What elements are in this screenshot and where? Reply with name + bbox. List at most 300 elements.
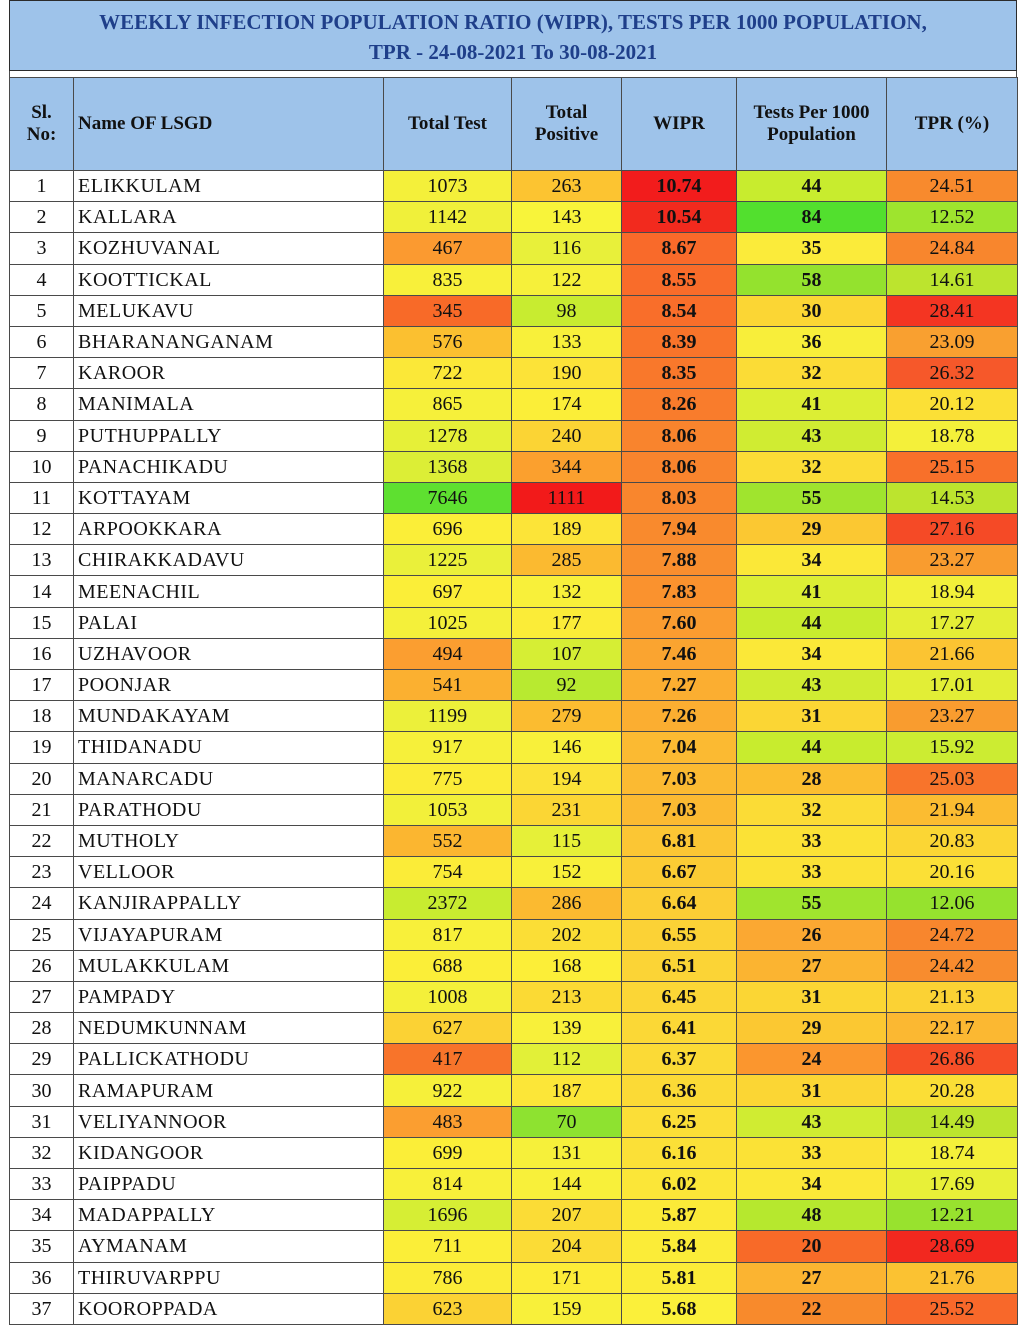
cell-total-test: 1053 bbox=[384, 794, 512, 825]
cell-name: VELLOOR bbox=[74, 857, 384, 888]
cell-sl: 25 bbox=[10, 919, 74, 950]
cell-total-test: 483 bbox=[384, 1106, 512, 1137]
cell-name: KAROOR bbox=[74, 358, 384, 389]
cell-total-test: 688 bbox=[384, 950, 512, 981]
cell-tests-per-1000: 41 bbox=[737, 576, 887, 607]
cell-tests-per-1000: 33 bbox=[737, 857, 887, 888]
cell-wipr: 6.02 bbox=[622, 1169, 737, 1200]
report-container bbox=[9, 0, 1017, 1325]
cell-sl: 17 bbox=[10, 670, 74, 701]
cell-tpr: 24.84 bbox=[887, 233, 1018, 264]
cell-total-positive: 240 bbox=[512, 420, 622, 451]
table-row bbox=[10, 1013, 1018, 1044]
cell-tests-per-1000: 36 bbox=[737, 326, 887, 357]
cell-tpr: 18.94 bbox=[887, 576, 1018, 607]
cell-tests-per-1000: 31 bbox=[737, 981, 887, 1012]
table-header-row bbox=[10, 78, 1018, 171]
cell-tpr: 18.74 bbox=[887, 1137, 1018, 1168]
cell-total-positive: 116 bbox=[512, 233, 622, 264]
cell-sl: 15 bbox=[10, 607, 74, 638]
cell-total-positive: 132 bbox=[512, 576, 622, 607]
cell-tpr: 20.16 bbox=[887, 857, 1018, 888]
cell-name: MELUKAVU bbox=[74, 295, 384, 326]
cell-total-positive: 168 bbox=[512, 950, 622, 981]
cell-sl: 29 bbox=[10, 1044, 74, 1075]
cell-tests-per-1000: 34 bbox=[737, 545, 887, 576]
cell-total-test: 922 bbox=[384, 1075, 512, 1106]
cell-name: MULAKKULAM bbox=[74, 950, 384, 981]
cell-total-test: 1008 bbox=[384, 981, 512, 1012]
table-row bbox=[10, 1293, 1018, 1324]
table-row bbox=[10, 326, 1018, 357]
table-body bbox=[10, 171, 1018, 1325]
cell-tests-per-1000: 27 bbox=[737, 950, 887, 981]
cell-total-test: 917 bbox=[384, 732, 512, 763]
cell-sl: 28 bbox=[10, 1013, 74, 1044]
cell-total-test: 467 bbox=[384, 233, 512, 264]
cell-tests-per-1000: 24 bbox=[737, 1044, 887, 1075]
cell-sl: 35 bbox=[10, 1231, 74, 1262]
cell-wipr: 5.81 bbox=[622, 1262, 737, 1293]
cell-tests-per-1000: 34 bbox=[737, 638, 887, 669]
cell-wipr: 8.39 bbox=[622, 326, 737, 357]
cell-total-positive: 202 bbox=[512, 919, 622, 950]
cell-wipr: 6.51 bbox=[622, 950, 737, 981]
cell-sl: 18 bbox=[10, 701, 74, 732]
cell-name: THIDANADU bbox=[74, 732, 384, 763]
report-title-line2: TPR - 24-08-2021 To 30-08-2021 bbox=[368, 40, 658, 64]
table-row bbox=[10, 670, 1018, 701]
table-row bbox=[10, 420, 1018, 451]
cell-wipr: 8.67 bbox=[622, 233, 737, 264]
cell-total-test: 711 bbox=[384, 1231, 512, 1262]
cell-tests-per-1000: 27 bbox=[737, 1262, 887, 1293]
cell-tests-per-1000: 22 bbox=[737, 1293, 887, 1324]
table-row bbox=[10, 295, 1018, 326]
cell-total-positive: 279 bbox=[512, 701, 622, 732]
cell-total-test: 722 bbox=[384, 358, 512, 389]
table-row bbox=[10, 981, 1018, 1012]
table-row bbox=[10, 358, 1018, 389]
cell-total-positive: 107 bbox=[512, 638, 622, 669]
cell-total-test: 817 bbox=[384, 919, 512, 950]
cell-total-test: 1142 bbox=[384, 202, 512, 233]
cell-total-positive: 207 bbox=[512, 1200, 622, 1231]
cell-wipr: 5.84 bbox=[622, 1231, 737, 1262]
table-row bbox=[10, 763, 1018, 794]
cell-total-positive: 231 bbox=[512, 794, 622, 825]
cell-total-positive: 152 bbox=[512, 857, 622, 888]
cell-name: UZHAVOOR bbox=[74, 638, 384, 669]
table-row bbox=[10, 638, 1018, 669]
cell-name: KOOTTICKAL bbox=[74, 264, 384, 295]
cell-sl: 1 bbox=[10, 171, 74, 202]
cell-tpr: 28.69 bbox=[887, 1231, 1018, 1262]
cell-name: CHIRAKKADAVU bbox=[74, 545, 384, 576]
cell-wipr: 8.03 bbox=[622, 482, 737, 513]
cell-total-test: 754 bbox=[384, 857, 512, 888]
table-row bbox=[10, 451, 1018, 482]
cell-tests-per-1000: 44 bbox=[737, 607, 887, 638]
cell-total-positive: 112 bbox=[512, 1044, 622, 1075]
cell-sl: 16 bbox=[10, 638, 74, 669]
cell-tests-per-1000: 32 bbox=[737, 451, 887, 482]
cell-wipr: 7.46 bbox=[622, 638, 737, 669]
cell-wipr: 8.35 bbox=[622, 358, 737, 389]
table-row bbox=[10, 389, 1018, 420]
cell-wipr: 8.06 bbox=[622, 451, 737, 482]
cell-total-test: 1073 bbox=[384, 171, 512, 202]
cell-tests-per-1000: 34 bbox=[737, 1169, 887, 1200]
cell-tpr: 12.52 bbox=[887, 202, 1018, 233]
cell-sl: 14 bbox=[10, 576, 74, 607]
cell-tests-per-1000: 32 bbox=[737, 358, 887, 389]
cell-tpr: 20.12 bbox=[887, 389, 1018, 420]
cell-tpr: 12.06 bbox=[887, 888, 1018, 919]
cell-sl: 2 bbox=[10, 202, 74, 233]
cell-name: MADAPPALLY bbox=[74, 1200, 384, 1231]
cell-tpr: 14.61 bbox=[887, 264, 1018, 295]
cell-wipr: 7.88 bbox=[622, 545, 737, 576]
cell-sl: 34 bbox=[10, 1200, 74, 1231]
cell-name: PANACHIKADU bbox=[74, 451, 384, 482]
col-header-tests-per-1000: Tests Per 1000 Population bbox=[737, 78, 887, 171]
table-row bbox=[10, 919, 1018, 950]
table-row bbox=[10, 233, 1018, 264]
cell-tpr: 26.32 bbox=[887, 358, 1018, 389]
cell-total-test: 345 bbox=[384, 295, 512, 326]
cell-sl: 13 bbox=[10, 545, 74, 576]
cell-total-positive: 285 bbox=[512, 545, 622, 576]
cell-wipr: 6.67 bbox=[622, 857, 737, 888]
cell-sl: 10 bbox=[10, 451, 74, 482]
cell-sl: 31 bbox=[10, 1106, 74, 1137]
table-row bbox=[10, 825, 1018, 856]
cell-name: PAMPADY bbox=[74, 981, 384, 1012]
cell-total-test: 7646 bbox=[384, 482, 512, 513]
cell-wipr: 6.16 bbox=[622, 1137, 737, 1168]
cell-total-positive: 263 bbox=[512, 171, 622, 202]
table-row bbox=[10, 701, 1018, 732]
cell-total-positive: 98 bbox=[512, 295, 622, 326]
cell-name: KANJIRAPPALLY bbox=[74, 888, 384, 919]
cell-name: ARPOOKKARA bbox=[74, 514, 384, 545]
cell-wipr: 5.68 bbox=[622, 1293, 737, 1324]
cell-total-test: 623 bbox=[384, 1293, 512, 1324]
cell-name: NEDUMKUNNAM bbox=[74, 1013, 384, 1044]
cell-name: THIRUVARPPU bbox=[74, 1262, 384, 1293]
cell-tests-per-1000: 29 bbox=[737, 1013, 887, 1044]
cell-tpr: 25.52 bbox=[887, 1293, 1018, 1324]
table-row bbox=[10, 794, 1018, 825]
cell-total-positive: 204 bbox=[512, 1231, 622, 1262]
cell-sl: 30 bbox=[10, 1075, 74, 1106]
cell-name: PALAI bbox=[74, 607, 384, 638]
cell-total-test: 696 bbox=[384, 514, 512, 545]
cell-wipr: 8.54 bbox=[622, 295, 737, 326]
cell-name: KIDANGOOR bbox=[74, 1137, 384, 1168]
cell-tests-per-1000: 55 bbox=[737, 482, 887, 513]
cell-tpr: 20.83 bbox=[887, 825, 1018, 856]
cell-wipr: 7.27 bbox=[622, 670, 737, 701]
cell-tests-per-1000: 43 bbox=[737, 670, 887, 701]
cell-wipr: 7.03 bbox=[622, 763, 737, 794]
cell-tests-per-1000: 29 bbox=[737, 514, 887, 545]
cell-tpr: 23.09 bbox=[887, 326, 1018, 357]
col-header-wipr: WIPR bbox=[622, 78, 737, 171]
cell-name: PARATHODU bbox=[74, 794, 384, 825]
table-row bbox=[10, 1075, 1018, 1106]
cell-total-positive: 344 bbox=[512, 451, 622, 482]
cell-name: KOOROPPADA bbox=[74, 1293, 384, 1324]
cell-tpr: 21.94 bbox=[887, 794, 1018, 825]
cell-name: KOZHUVANAL bbox=[74, 233, 384, 264]
cell-name: KOTTAYAM bbox=[74, 482, 384, 513]
cell-tests-per-1000: 43 bbox=[737, 420, 887, 451]
cell-total-test: 697 bbox=[384, 576, 512, 607]
cell-name: VELIYANNOOR bbox=[74, 1106, 384, 1137]
cell-total-positive: 133 bbox=[512, 326, 622, 357]
cell-total-test: 814 bbox=[384, 1169, 512, 1200]
cell-tpr: 20.28 bbox=[887, 1075, 1018, 1106]
cell-tests-per-1000: 31 bbox=[737, 701, 887, 732]
cell-tpr: 27.16 bbox=[887, 514, 1018, 545]
cell-total-positive: 213 bbox=[512, 981, 622, 1012]
cell-tpr: 23.27 bbox=[887, 545, 1018, 576]
cell-name: VIJAYAPURAM bbox=[74, 919, 384, 950]
cell-sl: 7 bbox=[10, 358, 74, 389]
cell-total-test: 2372 bbox=[384, 888, 512, 919]
cell-tpr: 26.86 bbox=[887, 1044, 1018, 1075]
cell-total-positive: 144 bbox=[512, 1169, 622, 1200]
cell-tests-per-1000: 41 bbox=[737, 389, 887, 420]
table-row bbox=[10, 950, 1018, 981]
cell-tests-per-1000: 20 bbox=[737, 1231, 887, 1262]
cell-wipr: 10.54 bbox=[622, 202, 737, 233]
cell-tpr: 23.27 bbox=[887, 701, 1018, 732]
cell-total-test: 1199 bbox=[384, 701, 512, 732]
cell-tpr: 21.66 bbox=[887, 638, 1018, 669]
cell-total-positive: 177 bbox=[512, 607, 622, 638]
table-row bbox=[10, 732, 1018, 763]
cell-wipr: 6.81 bbox=[622, 825, 737, 856]
cell-total-positive: 286 bbox=[512, 888, 622, 919]
table-row bbox=[10, 264, 1018, 295]
cell-wipr: 6.55 bbox=[622, 919, 737, 950]
cell-wipr: 5.87 bbox=[622, 1200, 737, 1231]
cell-tpr: 14.53 bbox=[887, 482, 1018, 513]
cell-tpr: 21.13 bbox=[887, 981, 1018, 1012]
cell-sl: 24 bbox=[10, 888, 74, 919]
table-row bbox=[10, 545, 1018, 576]
cell-wipr: 10.74 bbox=[622, 171, 737, 202]
cell-total-test: 552 bbox=[384, 825, 512, 856]
cell-tpr: 12.21 bbox=[887, 1200, 1018, 1231]
cell-sl: 22 bbox=[10, 825, 74, 856]
cell-sl: 11 bbox=[10, 482, 74, 513]
cell-tests-per-1000: 84 bbox=[737, 202, 887, 233]
cell-tests-per-1000: 30 bbox=[737, 295, 887, 326]
cell-sl: 5 bbox=[10, 295, 74, 326]
cell-tests-per-1000: 28 bbox=[737, 763, 887, 794]
cell-wipr: 7.04 bbox=[622, 732, 737, 763]
cell-wipr: 7.60 bbox=[622, 607, 737, 638]
cell-wipr: 8.55 bbox=[622, 264, 737, 295]
table-row bbox=[10, 482, 1018, 513]
cell-tpr: 18.78 bbox=[887, 420, 1018, 451]
cell-sl: 26 bbox=[10, 950, 74, 981]
table-row bbox=[10, 1044, 1018, 1075]
cell-name: ELIKKULAM bbox=[74, 171, 384, 202]
cell-total-test: 576 bbox=[384, 326, 512, 357]
table-row bbox=[10, 1262, 1018, 1293]
cell-name: PAIPPADU bbox=[74, 1169, 384, 1200]
cell-sl: 9 bbox=[10, 420, 74, 451]
cell-total-positive: 131 bbox=[512, 1137, 622, 1168]
cell-wipr: 7.83 bbox=[622, 576, 737, 607]
cell-total-positive: 189 bbox=[512, 514, 622, 545]
cell-tests-per-1000: 55 bbox=[737, 888, 887, 919]
col-header-name: Name OF LSGD bbox=[74, 78, 384, 171]
cell-total-test: 541 bbox=[384, 670, 512, 701]
cell-tpr: 22.17 bbox=[887, 1013, 1018, 1044]
cell-total-positive: 171 bbox=[512, 1262, 622, 1293]
cell-name: PUTHUPPALLY bbox=[74, 420, 384, 451]
cell-name: AYMANAM bbox=[74, 1231, 384, 1262]
cell-name: BHARANANGANAM bbox=[74, 326, 384, 357]
cell-sl: 21 bbox=[10, 794, 74, 825]
cell-tpr: 24.51 bbox=[887, 171, 1018, 202]
cell-sl: 6 bbox=[10, 326, 74, 357]
table-row bbox=[10, 1169, 1018, 1200]
cell-sl: 32 bbox=[10, 1137, 74, 1168]
cell-name: MANIMALA bbox=[74, 389, 384, 420]
cell-total-positive: 146 bbox=[512, 732, 622, 763]
cell-sl: 12 bbox=[10, 514, 74, 545]
cell-sl: 27 bbox=[10, 981, 74, 1012]
cell-total-positive: 190 bbox=[512, 358, 622, 389]
table-row bbox=[10, 607, 1018, 638]
cell-tests-per-1000: 33 bbox=[737, 1137, 887, 1168]
cell-name: RAMAPURAM bbox=[74, 1075, 384, 1106]
cell-total-test: 1368 bbox=[384, 451, 512, 482]
cell-tpr: 14.49 bbox=[887, 1106, 1018, 1137]
cell-wipr: 8.26 bbox=[622, 389, 737, 420]
cell-tests-per-1000: 44 bbox=[737, 732, 887, 763]
cell-sl: 8 bbox=[10, 389, 74, 420]
cell-total-test: 775 bbox=[384, 763, 512, 794]
cell-tpr: 28.41 bbox=[887, 295, 1018, 326]
cell-sl: 37 bbox=[10, 1293, 74, 1324]
cell-total-test: 1278 bbox=[384, 420, 512, 451]
table-row bbox=[10, 202, 1018, 233]
cell-wipr: 6.37 bbox=[622, 1044, 737, 1075]
cell-total-test: 417 bbox=[384, 1044, 512, 1075]
cell-total-positive: 122 bbox=[512, 264, 622, 295]
table-row bbox=[10, 576, 1018, 607]
cell-name: MEENACHIL bbox=[74, 576, 384, 607]
report-title-line1: WEEKLY INFECTION POPULATION RATIO (WIPR), TESTS PER 1000 POPULATION, bbox=[99, 10, 927, 34]
cell-total-test: 786 bbox=[384, 1262, 512, 1293]
cell-tests-per-1000: 43 bbox=[737, 1106, 887, 1137]
cell-total-test: 627 bbox=[384, 1013, 512, 1044]
table-row bbox=[10, 514, 1018, 545]
cell-sl: 4 bbox=[10, 264, 74, 295]
cell-name: MANARCADU bbox=[74, 763, 384, 794]
cell-total-positive: 1111 bbox=[512, 482, 622, 513]
cell-total-positive: 92 bbox=[512, 670, 622, 701]
cell-total-positive: 174 bbox=[512, 389, 622, 420]
table-row bbox=[10, 1200, 1018, 1231]
cell-tests-per-1000: 32 bbox=[737, 794, 887, 825]
cell-total-test: 494 bbox=[384, 638, 512, 669]
cell-tpr: 24.42 bbox=[887, 950, 1018, 981]
cell-sl: 33 bbox=[10, 1169, 74, 1200]
cell-sl: 23 bbox=[10, 857, 74, 888]
report-title bbox=[9, 0, 1017, 71]
cell-total-test: 1696 bbox=[384, 1200, 512, 1231]
cell-sl: 19 bbox=[10, 732, 74, 763]
cell-total-positive: 159 bbox=[512, 1293, 622, 1324]
table-row bbox=[10, 1137, 1018, 1168]
cell-total-positive: 115 bbox=[512, 825, 622, 856]
cell-tests-per-1000: 44 bbox=[737, 171, 887, 202]
cell-tpr: 15.92 bbox=[887, 732, 1018, 763]
cell-wipr: 6.36 bbox=[622, 1075, 737, 1106]
cell-name: MUTHOLY bbox=[74, 825, 384, 856]
col-header-sl: Sl. No: bbox=[10, 78, 74, 171]
cell-wipr: 7.26 bbox=[622, 701, 737, 732]
cell-total-test: 699 bbox=[384, 1137, 512, 1168]
cell-tpr: 17.69 bbox=[887, 1169, 1018, 1200]
cell-wipr: 7.94 bbox=[622, 514, 737, 545]
cell-sl: 20 bbox=[10, 763, 74, 794]
cell-wipr: 6.45 bbox=[622, 981, 737, 1012]
cell-tpr: 17.27 bbox=[887, 607, 1018, 638]
cell-total-test: 835 bbox=[384, 264, 512, 295]
cell-total-test: 1025 bbox=[384, 607, 512, 638]
cell-sl: 3 bbox=[10, 233, 74, 264]
cell-tpr: 17.01 bbox=[887, 670, 1018, 701]
table-row bbox=[10, 857, 1018, 888]
cell-name: POONJAR bbox=[74, 670, 384, 701]
lsgd-table bbox=[9, 77, 1018, 1325]
cell-tests-per-1000: 33 bbox=[737, 825, 887, 856]
cell-tpr: 25.03 bbox=[887, 763, 1018, 794]
col-header-tpr: TPR (%) bbox=[887, 78, 1018, 171]
cell-name: MUNDAKAYAM bbox=[74, 701, 384, 732]
cell-total-positive: 139 bbox=[512, 1013, 622, 1044]
cell-wipr: 7.03 bbox=[622, 794, 737, 825]
cell-total-positive: 70 bbox=[512, 1106, 622, 1137]
table-row bbox=[10, 1231, 1018, 1262]
cell-tpr: 21.76 bbox=[887, 1262, 1018, 1293]
cell-total-test: 1225 bbox=[384, 545, 512, 576]
cell-tests-per-1000: 58 bbox=[737, 264, 887, 295]
cell-total-test: 865 bbox=[384, 389, 512, 420]
cell-wipr: 6.64 bbox=[622, 888, 737, 919]
col-header-total-positive: Total Positive bbox=[512, 78, 622, 171]
cell-total-positive: 187 bbox=[512, 1075, 622, 1106]
cell-tests-per-1000: 48 bbox=[737, 1200, 887, 1231]
cell-name: PALLICKATHODU bbox=[74, 1044, 384, 1075]
cell-wipr: 6.25 bbox=[622, 1106, 737, 1137]
table-row bbox=[10, 171, 1018, 202]
cell-total-positive: 194 bbox=[512, 763, 622, 794]
cell-wipr: 8.06 bbox=[622, 420, 737, 451]
col-header-total-test: Total Test bbox=[384, 78, 512, 171]
table-row bbox=[10, 888, 1018, 919]
